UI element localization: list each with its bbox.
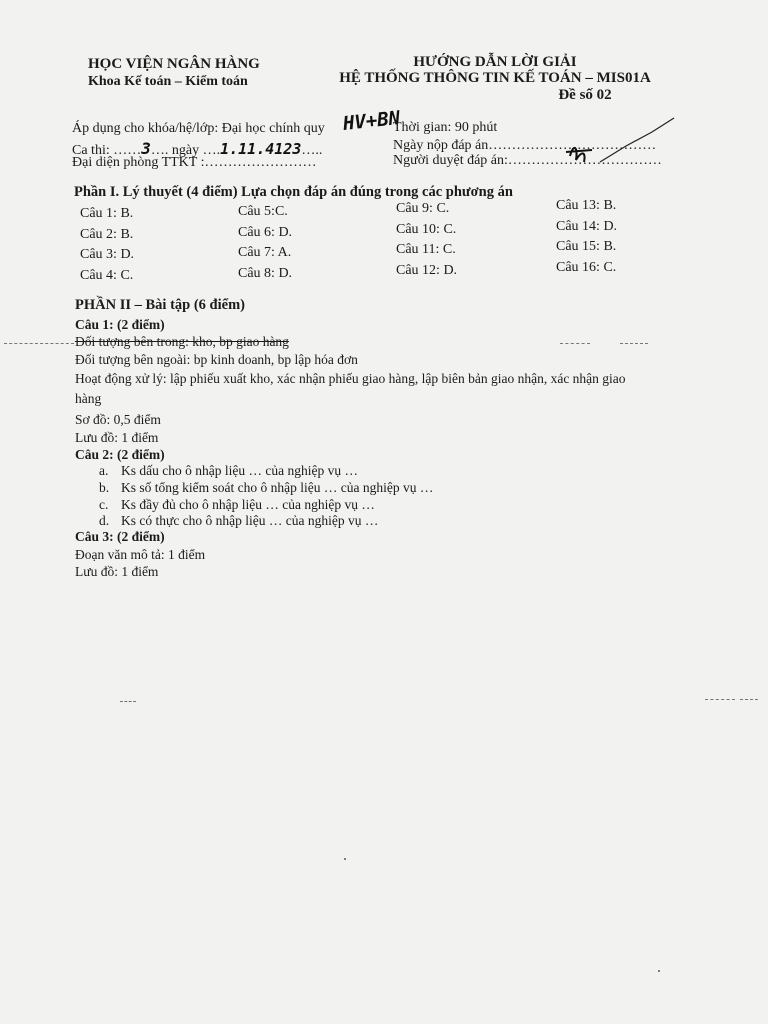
department-rep-field: Đại diện phòng TTKT :…………………… xyxy=(72,155,317,170)
doc-title-line1: HƯỚNG DẪN LỜI GIẢI xyxy=(413,54,577,70)
q1-external-objects: Đối tượng bên ngoài: bp kinh doanh, bp lập hóa đơn xyxy=(75,352,358,367)
answer-item: Câu 1: B. xyxy=(80,206,134,221)
shift-handwritten: 3 xyxy=(141,139,151,158)
q2-item-a: a. Ks dấu cho ô nhập liệu … của nghiệp vụ … xyxy=(99,463,358,478)
approver-field: Người duyệt đáp án:…………………………… xyxy=(393,153,662,168)
apply-label: Áp dụng cho khóa/hệ/lớp: Đại học chính quy xyxy=(72,121,325,136)
answer-item: Câu 13: B. xyxy=(556,198,617,213)
q1-process-line2: hàng xyxy=(75,391,102,406)
q3-flowchart-points: Lưu đồ: 1 điểm xyxy=(75,564,159,579)
scan-artifact-line xyxy=(120,701,136,702)
scan-speck xyxy=(658,970,660,972)
submit-date-field: Ngày nộp đáp án……………………………… xyxy=(393,138,657,153)
answer-item: Câu 14: D. xyxy=(556,218,618,234)
answer-item: Câu 7: A. xyxy=(238,245,292,260)
answer-item: Câu 9: C. xyxy=(396,201,450,216)
part1-answers-col1 xyxy=(80,204,134,286)
scan-speck xyxy=(344,858,346,860)
q1-title: Câu 1: (2 điểm) xyxy=(75,317,165,332)
shift-label: Ca thi: …… xyxy=(72,143,142,158)
answer-item: Câu 15: B. xyxy=(556,239,617,254)
q1-internal-objects: Đối tượng bên trong: kho, bp giao hàng xyxy=(75,334,289,349)
part1-heading: Phần I. Lý thuyết (4 điểm) Lựa chọn đáp án đúng trong các phương án xyxy=(74,184,513,200)
answer-item: Câu 5:C. xyxy=(238,204,288,219)
scan-artifact-line xyxy=(620,343,648,344)
exam-duration: Thời gian: 90 phút xyxy=(393,120,498,135)
scan-artifact-line xyxy=(4,343,74,344)
part2-heading: PHẦN II – Bài tập (6 điểm) xyxy=(75,297,245,313)
q2-item-b: b. Ks số tổng kiểm soát cho ô nhập liệu … của nghiệp vụ … xyxy=(99,479,434,495)
q3-description-points: Đoạn văn mô tả: 1 điểm xyxy=(75,547,206,562)
answer-item: Câu 3: D. xyxy=(80,247,135,262)
part1-answers-col3 xyxy=(396,199,457,281)
scan-artifact-line xyxy=(705,699,735,700)
doc-title-line2: HỆ THỐNG THÔNG TIN KẾ TOÁN – MIS01A xyxy=(339,70,651,86)
q3-title: Câu 3: (2 điểm) xyxy=(75,529,165,544)
answer-item: Câu 10: C. xyxy=(396,221,457,237)
date-handwritten: 1.11.4123 xyxy=(220,140,302,158)
q2-title: Câu 2: (2 điểm) xyxy=(75,447,165,462)
answer-item: Câu 8: D. xyxy=(238,265,293,281)
answer-item: Câu 4: C. xyxy=(80,267,134,283)
q1-flowchart-points: Lưu đồ: 1 điểm xyxy=(75,430,159,445)
q2-list xyxy=(99,463,433,530)
scan-artifact-line xyxy=(560,343,590,344)
answer-item: Câu 16: C. xyxy=(556,259,617,275)
q2-item-d: d. Ks có thực cho ô nhập liệu … của nghiệp vụ … xyxy=(99,513,379,529)
exam-code: Đề số 02 xyxy=(558,87,612,103)
school-name: HỌC VIỆN NGÂN HÀNG xyxy=(88,56,260,72)
q1-diagram-points: Sơ đồ: 0,5 điểm xyxy=(75,412,161,427)
answer-item: Câu 6: D. xyxy=(238,224,293,240)
q1-process-line1: Hoạt động xử lý: lập phiếu xuất kho, xác nhận phiếu giao hàng, lập biên bản giao nhận, xác nhận giao xyxy=(75,371,626,386)
part1-answers-col4 xyxy=(556,196,617,278)
answer-item: Câu 2: B. xyxy=(80,226,134,242)
date-label: …. ngày …. xyxy=(150,143,221,158)
approver-signature xyxy=(556,112,686,172)
answer-item: Câu 12: D. xyxy=(396,262,458,278)
answer-item: Câu 11: C. xyxy=(396,242,456,257)
date-tail: ….. xyxy=(301,143,323,158)
part1-answers-col2 xyxy=(238,202,292,284)
q2-item-c: c. Ks đầy đủ cho ô nhập liệu … của nghiệp vụ … xyxy=(99,496,375,512)
scan-artifact-line xyxy=(740,699,758,700)
handwritten-class-note: HV+BN xyxy=(342,107,402,135)
department-name: Khoa Kế toán – Kiểm toán xyxy=(88,74,248,89)
